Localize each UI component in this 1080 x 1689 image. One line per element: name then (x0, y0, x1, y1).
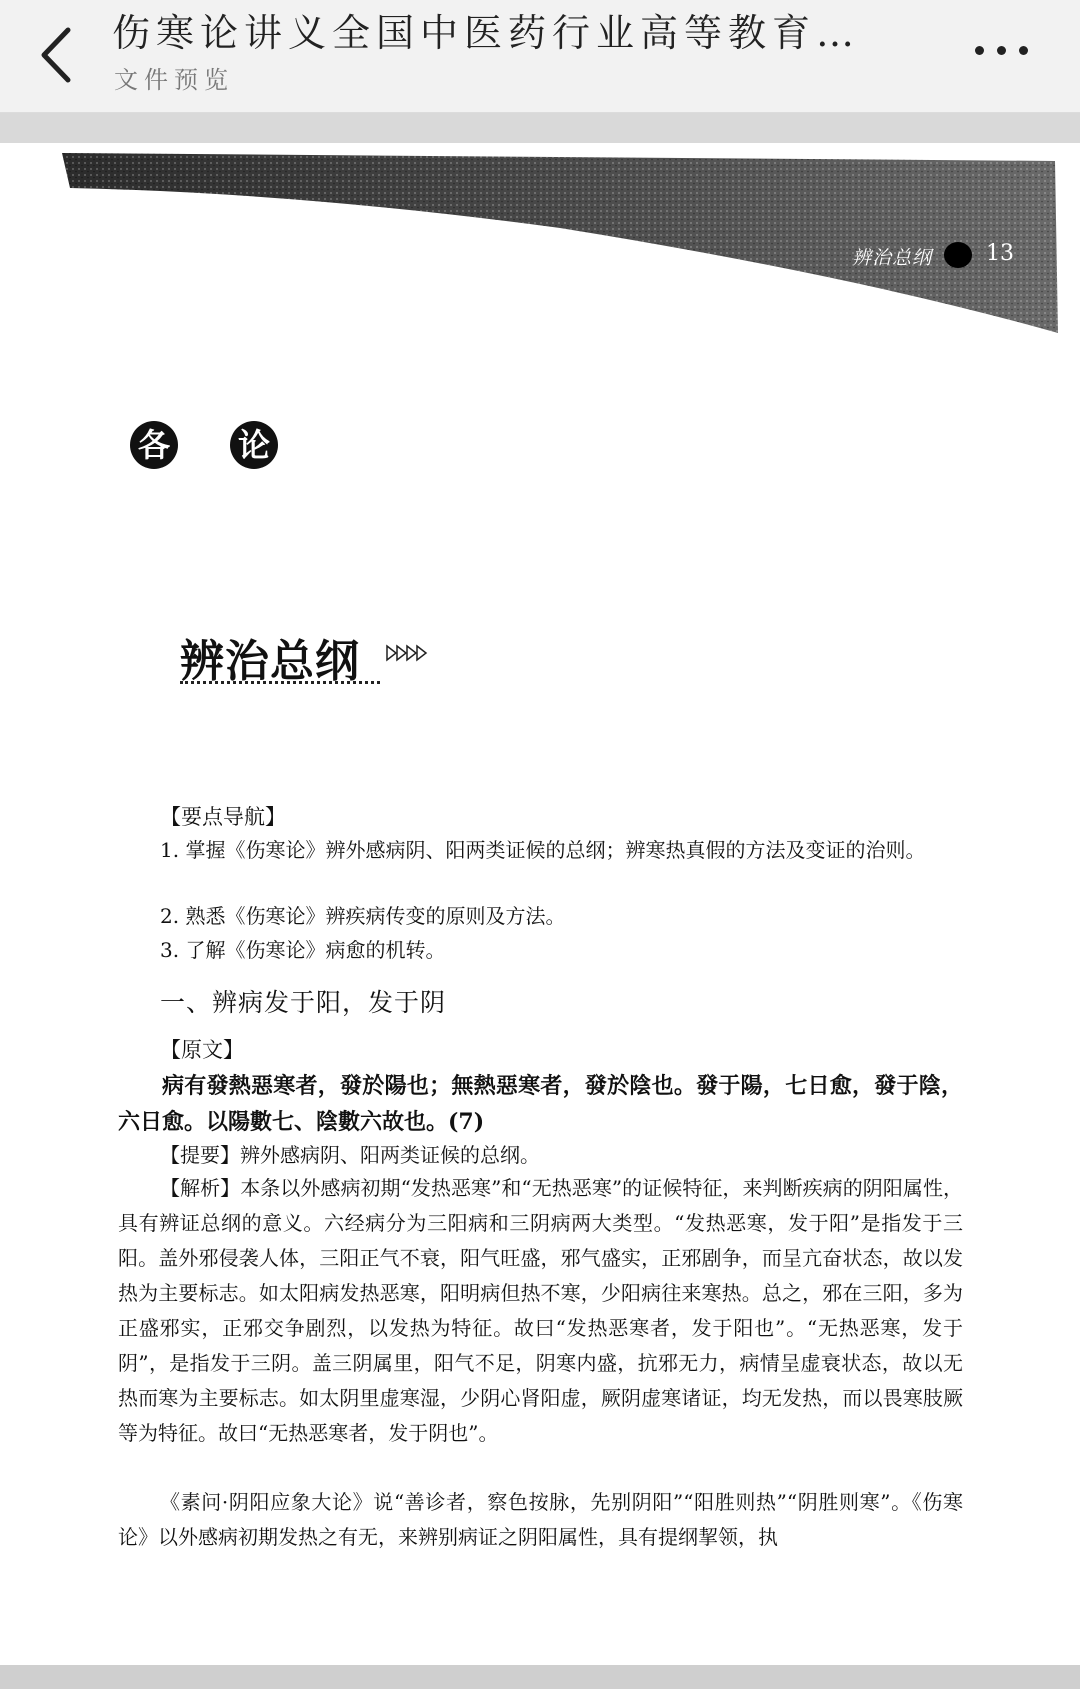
document-subtitle: 文件预览 (114, 66, 234, 94)
chapter-title: 辨治总纲 (180, 636, 360, 687)
page-separator (0, 1665, 1080, 1689)
original-text-heading: 【原文】 (160, 1038, 244, 1062)
document-title: 伤寒论讲义全国中医药行业高等教育… (112, 11, 861, 55)
key-point-2: 2. 熟悉《伤寒论》辨疾病传变的原则及方法。 (160, 904, 566, 928)
more-horizontal-icon (975, 46, 984, 55)
more-horizontal-icon-dot (1019, 46, 1028, 55)
triangle-arrows-icon (385, 643, 429, 663)
back-button[interactable] (34, 20, 84, 90)
key-points-heading: 【要点导航】 (160, 805, 286, 829)
page-number: 13 (986, 241, 1014, 266)
section-heading-1: 一、辨病发于阳，发于阴 (160, 988, 447, 1017)
document-page[interactable] (0, 143, 1080, 1665)
key-point-3: 3. 了解《伤寒论》病愈的机转。 (160, 938, 446, 962)
header-dot-icon (944, 242, 972, 268)
quote-paragraph: 《素问·阴阳应象大论》说“善诊者，察色按脉，先别阴阳”“阳胜则热”“阴胜则寒”。《伤寒论》以外感病初期发热之有无，来辨别病证之阴阳属性，具有提纲挈领，执 (118, 1490, 963, 1549)
analysis-text: 【解析】本条以外感病初期“发热恶寒”和“无热恶寒”的证候特征，来判断疾病的阴阳属性，具有辨证总纲的意义。六经病分为三阳病和三阴病两大类型。“发热恶寒，发于阳”是指发于三阳。盖外邪侵袭人体，三阳正气不衰，阳气旺盛，邪气盛实，正邪剧争，而呈亢奋状态，故以发热为主要标志。如太阳病发热恶寒，阳明病但热不寒，少阳病往来寒热。总之，邪在三阳，多为正盛邪实，正邪交争剧烈，以发热为特征。故曰“发热恶寒者，发于阳也”。“无热恶寒，发于阴”，是指发于三阴。盖三阴属里，阳气不足，阴寒内盛，抗邪无力，病情呈虚衰状态，故以无热而寒为主要标志。如太阴里虚寒湿，少阴心肾阳虚，厥阴虚寒诸证，均无发热，而以畏寒肢厥等为特征。故曰“无热恶寒者，发于阴也”。 (118, 1176, 963, 1445)
section-char-2: 论 (230, 421, 278, 469)
key-point-1: 1. 掌握《伤寒论》辨外感病阴、阳两类证候的总纲；辨寒热真假的方法及变证的治则。 (160, 838, 926, 862)
more-options-button[interactable] (975, 26, 1055, 72)
more-horizontal-icon-dot (997, 46, 1006, 55)
running-header-title: 辨治总纲 (852, 247, 933, 269)
summary-text: 【提要】辨外感病阴、阳两类证候的总纲。 (160, 1143, 540, 1167)
top-navigation-bar (0, 0, 1080, 113)
chapter-title-underline (180, 681, 380, 684)
chevron-left-icon (34, 20, 84, 90)
section-char-1: 各 (130, 421, 178, 469)
original-text: 病有發熱惡寒者，發於陽也；無熱惡寒者，發於陰也。發于陽，七日愈，發于陰，六日愈。以陽數七、陰數六故也。(7) (118, 1073, 963, 1135)
